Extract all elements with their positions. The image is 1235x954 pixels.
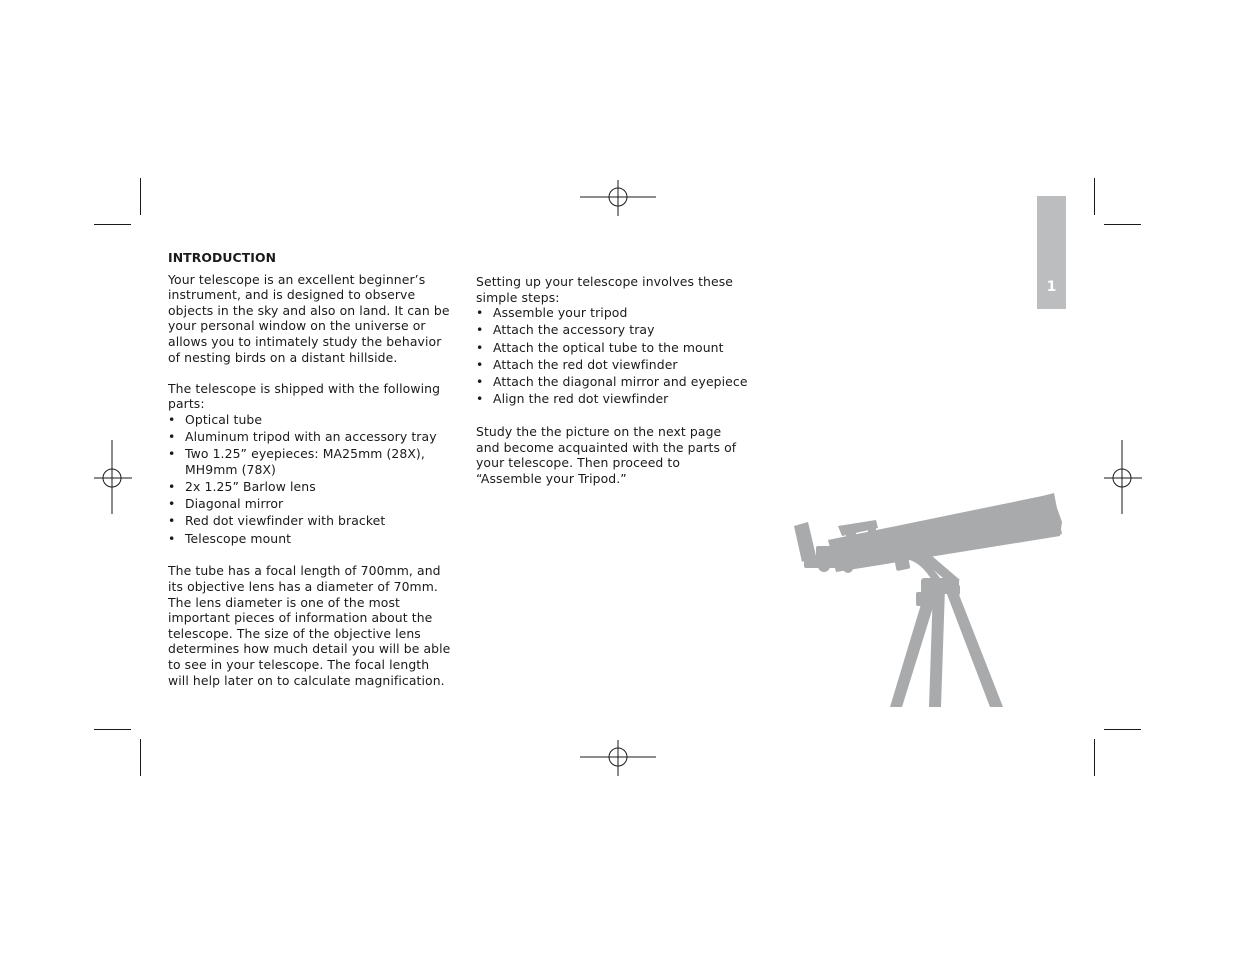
crop-mark [1104,224,1141,225]
list-item: • 2x 1.25” Barlow lens [168,479,452,495]
setup-column [476,274,748,486]
list-item: • Red dot viewfinder with bracket [168,513,452,529]
page-number-tab [1037,196,1066,309]
crop-mark [1094,178,1095,215]
setup-outro: Study the the picture on the next page and become acquainted with the parts of your telescope. Then proceed to “Assemble your Tripod.” [476,423,737,486]
list-item: • Attach the red dot viewfinder [476,357,748,373]
list-item: • Assemble your tripod [476,305,748,321]
list-item: • Telescope mount [168,531,452,547]
list-item: • Aluminum tripod with an accessory tray [168,429,452,445]
focal-length-paragraph: The tube has a focal length of 700mm, and its objective lens has a diameter of 70mm. The lens diameter is one of the most important pieces of information about the telescope. The size of the objective lens determines how much detail you will be able to see in your telescope. The focal length will help later on to calculate magnification. [168,563,451,688]
crop-mark [140,739,141,776]
list-item: • Diagonal mirror [168,496,452,512]
list-item: • Attach the accessory tray [476,322,748,338]
crop-mark [140,178,141,215]
page-number: 1 [1046,279,1057,295]
registration-mark [94,440,132,514]
list-item: • Attach the optical tube to the mount [476,340,748,356]
registration-mark [580,180,656,216]
registration-mark [1104,440,1142,514]
list-item: • Optical tube [168,412,452,428]
intro-column [168,250,452,688]
crop-mark [1094,739,1095,776]
setup-intro: Setting up your telescope involves these simple steps: [476,274,733,305]
intro-paragraph: Your telescope is an excellent beginner’s instrument, and is designed to observe objects in the sky and also on land. It can be your personal window on the universe or allows you to intimately study the behavior of nesting birds on a distant hillside. [168,271,450,365]
crop-mark [94,224,131,225]
section-heading: INTRODUCTION [168,250,277,265]
crop-mark [94,729,131,730]
registration-mark [580,740,656,776]
parts-list [168,412,452,546]
setup-steps-list [476,305,748,407]
list-item: • Two 1.25” eyepieces: MA25mm (28X), MH9mm (78X) [168,446,452,477]
crop-mark [1104,729,1141,730]
parts-intro: The telescope is shipped with the following parts: [168,380,441,412]
list-item: • Attach the diagonal mirror and eyepiece [476,374,748,390]
telescope-illustration [790,488,1065,710]
list-item: • Align the red dot viewfinder [476,391,748,407]
